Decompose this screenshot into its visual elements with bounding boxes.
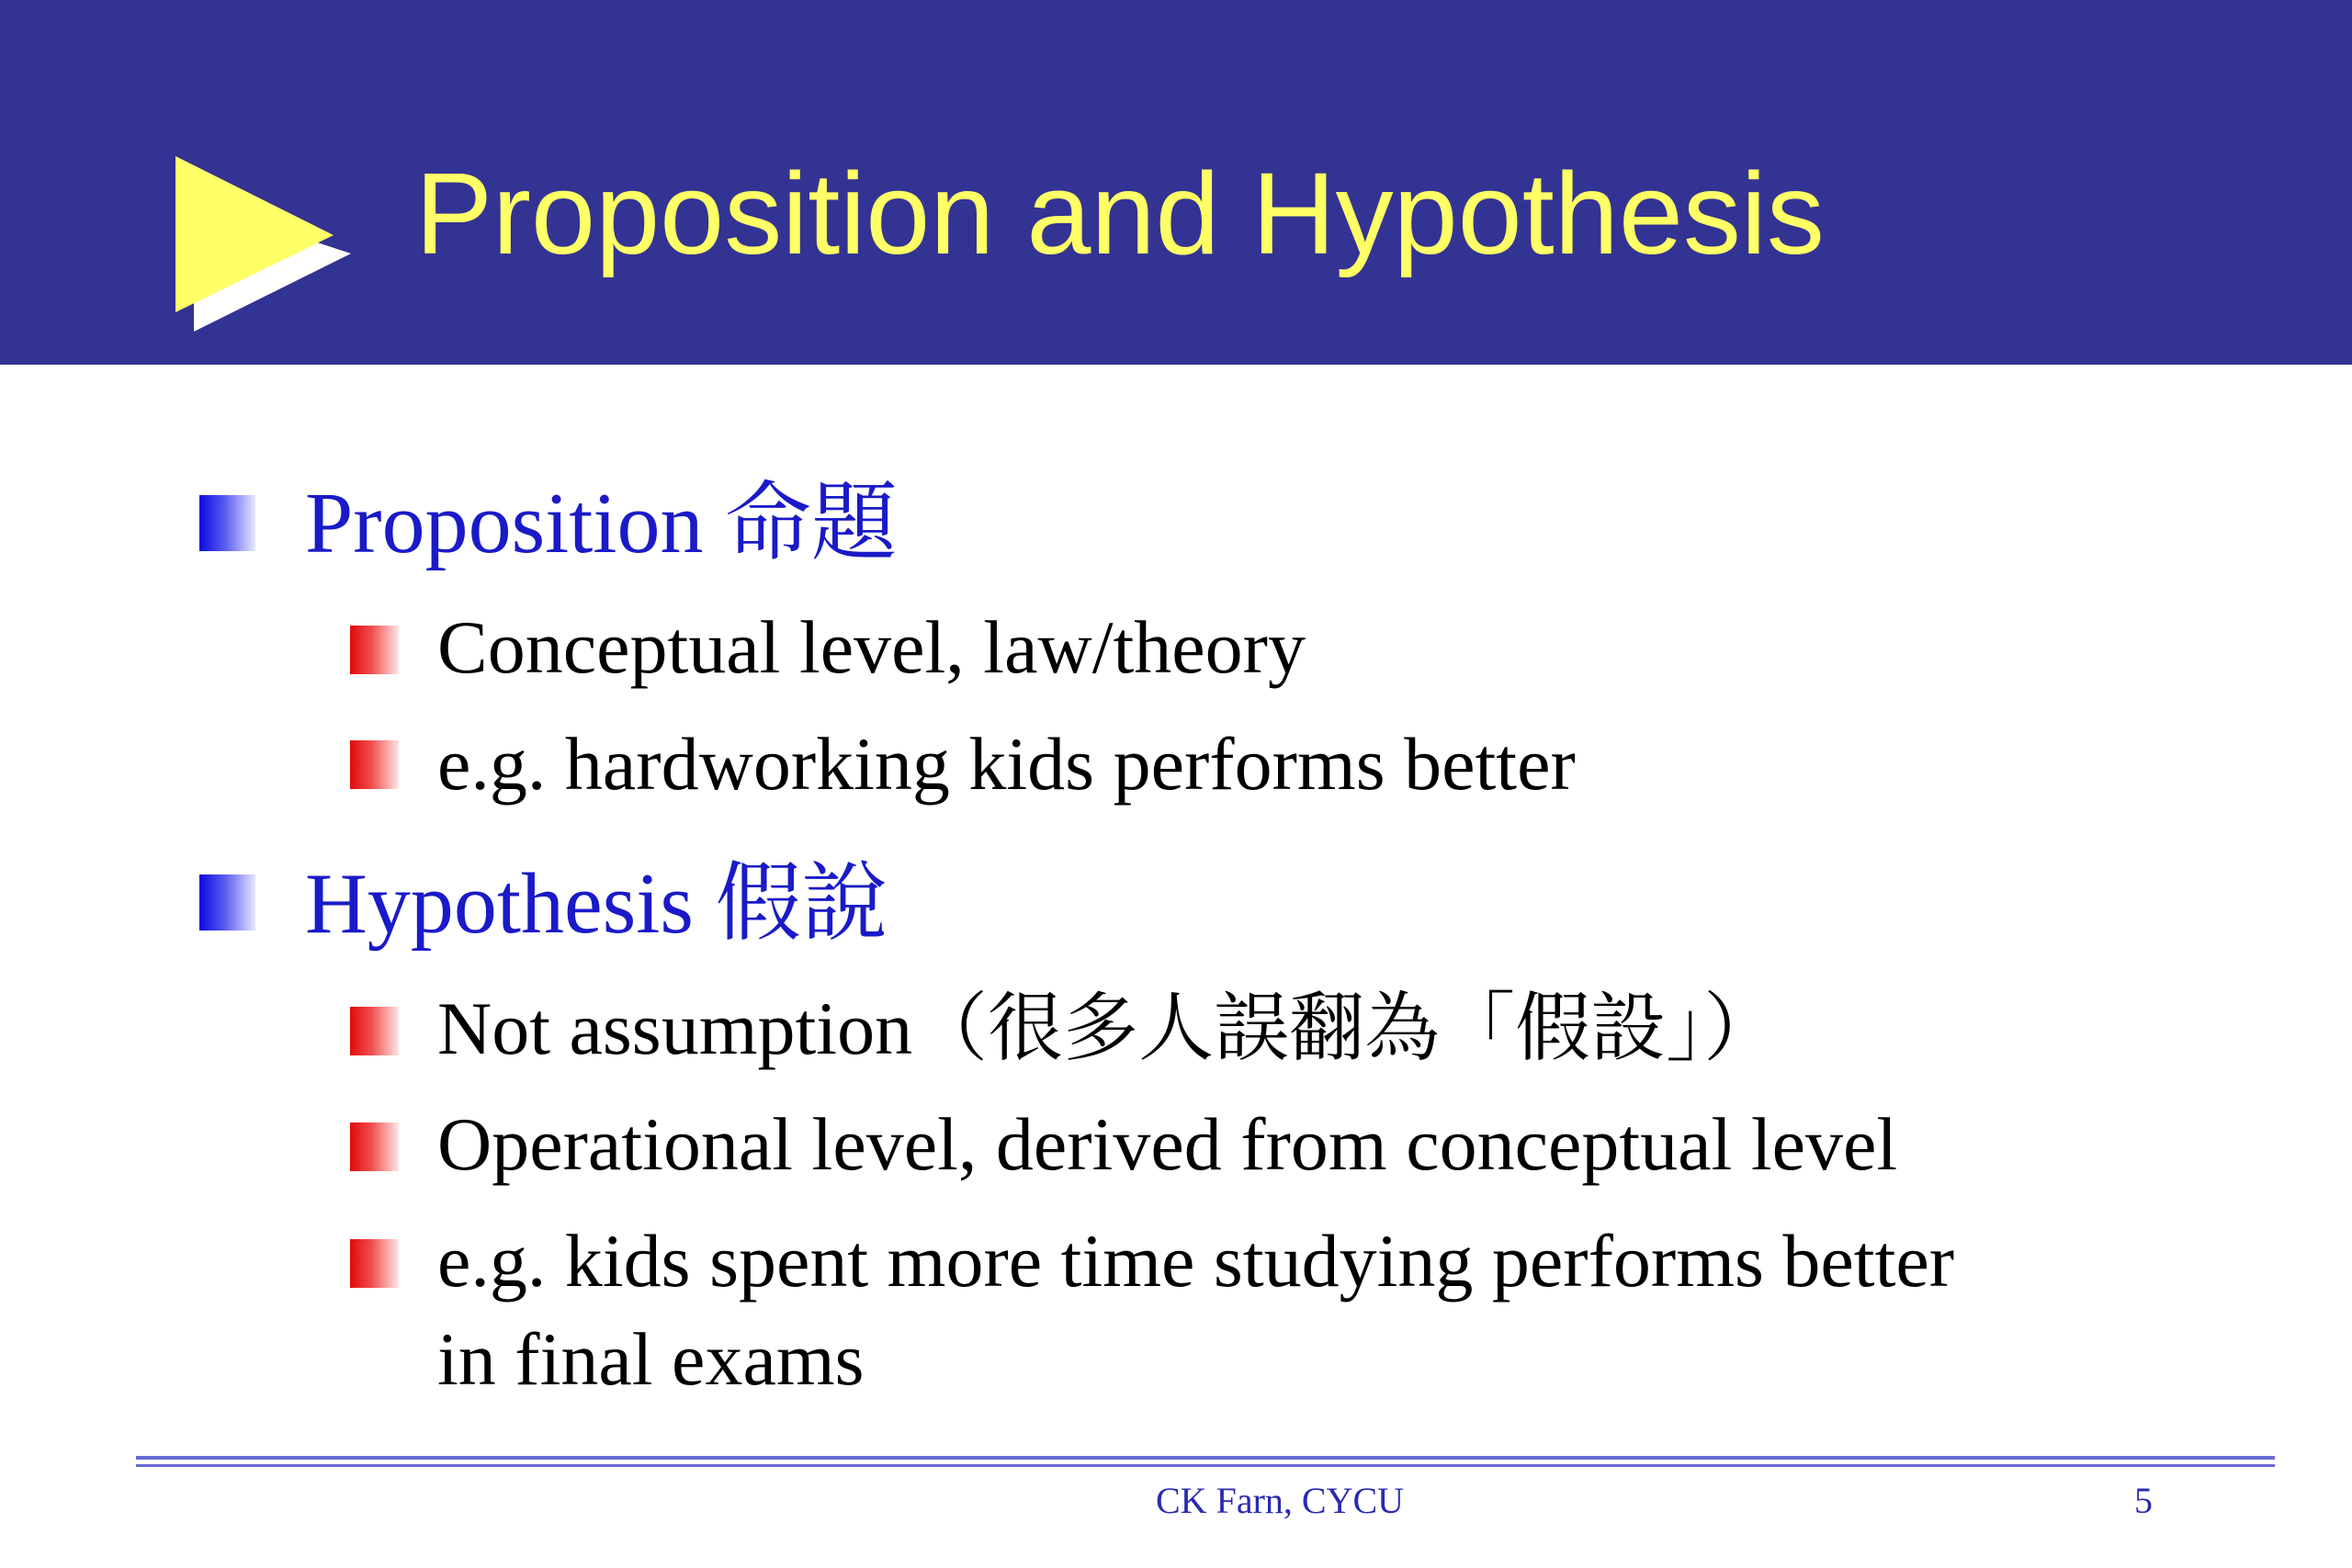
- square-bullet-icon: [350, 1122, 399, 1171]
- footer-divider: [136, 1464, 2275, 1467]
- section-heading-hypothesis: Hypothesis 假說: [305, 856, 888, 952]
- list-item: Operational level, derived from conceptual level: [437, 1102, 1898, 1186]
- list-item: e.g. hardworking kids performs better: [437, 722, 1576, 806]
- title-bar: [0, 0, 2352, 365]
- square-bullet-icon: [199, 495, 255, 551]
- slide-title: Proposition and Hypothesis: [415, 149, 1825, 278]
- play-triangle-icon: [170, 154, 354, 333]
- list-item: e.g. kids spent more time studying performs better: [437, 1219, 1955, 1303]
- section-heading-proposition: Proposition 命題: [305, 476, 899, 571]
- footer-author: CK Farn, CYCU: [1156, 1480, 1405, 1521]
- square-bullet-icon: [350, 740, 399, 789]
- square-bullet-icon: [350, 626, 399, 674]
- footer-divider: [136, 1456, 2275, 1460]
- page-number: 5: [2134, 1480, 2153, 1521]
- list-item-continuation: in final exams: [437, 1317, 865, 1401]
- square-bullet-icon: [199, 874, 255, 931]
- list-item: Not assumption（很多人誤翻為「假設」）: [437, 987, 1780, 1070]
- square-bullet-icon: [350, 1239, 399, 1288]
- list-item: Conceptual level, law/theory: [437, 605, 1306, 689]
- square-bullet-icon: [350, 1007, 399, 1055]
